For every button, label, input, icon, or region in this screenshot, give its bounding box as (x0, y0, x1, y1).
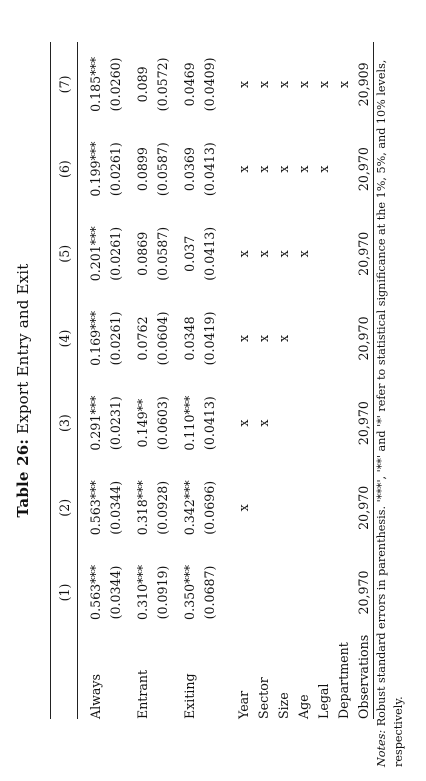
fe-mark (293, 465, 313, 550)
se-cell: (0.0261) (107, 226, 123, 281)
fe-mark: x (235, 504, 251, 512)
obs-cell: 20,970 (355, 231, 371, 276)
fe-mark: x (255, 80, 271, 88)
se-cell: (0.0344) (107, 565, 123, 620)
fe-mark: x (255, 334, 271, 342)
se-row-entrant (152, 42, 172, 719)
col-header: (4) (56, 329, 72, 348)
se-cell: (0.0409) (201, 57, 217, 112)
fe-mark (333, 465, 353, 550)
fe-mark: x (275, 250, 291, 258)
fe-mark (293, 296, 313, 381)
table-caption (14, 0, 32, 781)
fe-mark (333, 550, 353, 635)
coef-cell: 0.318*** (134, 480, 150, 536)
fe-mark: x (335, 80, 351, 88)
coef-cell: 0.291*** (87, 395, 103, 451)
fe-row-size (273, 42, 293, 719)
fe-mark: x (255, 419, 271, 427)
fe-row-department (333, 42, 353, 719)
col-header: (6) (56, 160, 72, 179)
fe-mark: x (295, 165, 311, 173)
coef-cell: 0.563*** (87, 480, 103, 536)
coef-cell: 0.199*** (87, 141, 103, 197)
fe-mark (273, 465, 293, 550)
table-notes (373, 7, 407, 767)
fe-mark: x (235, 165, 251, 173)
fe-mark (333, 127, 353, 212)
se-cell: (0.0603) (154, 396, 170, 451)
col-header: (3) (56, 414, 72, 433)
se-cell: (0.0413) (201, 396, 217, 451)
coef-cell: 0.310*** (134, 564, 150, 620)
se-cell: (0.0419) (201, 311, 217, 366)
coef-cell: 0.0869 (134, 231, 150, 276)
row-label: Sector (255, 677, 271, 719)
caption-label: Table 26: (14, 438, 32, 518)
fe-mark: x (275, 165, 291, 173)
se-cell: (0.0344) (107, 480, 123, 535)
fe-mark (313, 211, 333, 296)
se-cell: (0.0587) (154, 142, 170, 197)
coef-cell: 0.0469 (181, 62, 197, 107)
se-cell: (0.0696) (201, 480, 217, 535)
se-cell: (0.0260) (107, 57, 123, 112)
fe-row-sector (253, 42, 273, 719)
se-cell: (0.0919) (154, 565, 170, 620)
se-row-exiting (199, 42, 219, 719)
fe-mark (253, 550, 273, 635)
coef-cell: 0.0369 (181, 147, 197, 192)
row-label: Observations (355, 634, 371, 719)
notes-text: Robust standard errors in parenthesis. '***', '**' and '*' refer to statistical significance at the 1%, 5%, and 10% levels, respectively. (375, 59, 405, 767)
fe-mark: x (315, 165, 331, 173)
fe-mark: x (275, 80, 291, 88)
obs-cell: 20,970 (355, 570, 371, 615)
fe-mark (313, 381, 333, 466)
coef-cell: 0.563*** (87, 564, 103, 620)
coef-cell: 0.185*** (87, 56, 103, 112)
fe-mark: x (315, 80, 331, 88)
coef-cell: 0.110*** (181, 395, 197, 451)
coef-cell: 0.350*** (181, 564, 197, 620)
fe-mark (293, 381, 313, 466)
fe-mark: x (235, 419, 251, 427)
fe-mark (273, 381, 293, 466)
se-cell: (0.0413) (201, 226, 217, 281)
se-cell: (0.0261) (107, 311, 123, 366)
se-cell: (0.0413) (201, 142, 217, 197)
coef-cell: 0.0899 (134, 147, 150, 192)
obs-cell: 20,970 (355, 485, 371, 530)
col-header: (2) (56, 498, 72, 517)
se-row-always (105, 42, 125, 719)
se-cell: (0.0587) (154, 226, 170, 281)
fe-mark (233, 550, 253, 635)
coef-cell: 0.089 (134, 66, 150, 103)
coef-cell: 0.037 (181, 235, 197, 272)
fe-mark (333, 211, 353, 296)
fe-mark (313, 465, 333, 550)
coef-cell: 0.0762 (134, 316, 150, 361)
fe-mark: x (235, 334, 251, 342)
regression-table (50, 42, 381, 719)
fe-mark: x (295, 250, 311, 258)
coef-cell: 0.342*** (181, 480, 197, 536)
caption-text: Export Entry and Exit (14, 263, 32, 434)
row-label: Size (275, 692, 291, 719)
obs-cell: 20,970 (355, 316, 371, 361)
observations-row (353, 42, 374, 719)
fe-row-age (293, 42, 313, 719)
fe-row-year (233, 42, 253, 719)
fe-mark: x (235, 250, 251, 258)
row-label: Age (295, 694, 311, 719)
obs-cell: 20,970 (355, 401, 371, 446)
fe-mark (253, 465, 273, 550)
row-label: Department (335, 642, 351, 719)
coef-row-exiting (179, 42, 199, 719)
column-header-row (51, 42, 78, 719)
coef-cell: 0.169*** (87, 310, 103, 366)
fe-mark: x (295, 80, 311, 88)
se-cell: (0.0261) (107, 142, 123, 197)
row-label: Exiting (181, 673, 197, 719)
coef-cell: 0.149** (134, 398, 150, 448)
fe-mark (313, 296, 333, 381)
row-label: Entrant (134, 669, 150, 719)
se-cell: (0.0231) (107, 396, 123, 451)
coef-cell: 0.0348 (181, 316, 197, 361)
col-header: (1) (56, 583, 72, 602)
coef-row-always (85, 42, 105, 719)
fe-mark: x (255, 250, 271, 258)
fe-mark (333, 296, 353, 381)
fe-mark: x (235, 80, 251, 88)
fe-mark: x (255, 165, 271, 173)
header-blank (51, 635, 78, 719)
obs-cell: 20,909 (355, 62, 371, 107)
fe-mark (293, 550, 313, 635)
se-cell: (0.0604) (154, 311, 170, 366)
row-label: Always (87, 674, 103, 719)
obs-cell: 20,970 (355, 147, 371, 192)
fe-mark (313, 550, 333, 635)
row-label: Year (235, 690, 251, 719)
se-cell: (0.0928) (154, 480, 170, 535)
col-header: (5) (56, 244, 72, 263)
coef-row-entrant (132, 42, 152, 719)
se-cell: (0.0687) (201, 565, 217, 620)
col-header: (7) (56, 75, 72, 94)
se-cell: (0.0572) (154, 57, 170, 112)
coef-cell: 0.201*** (87, 226, 103, 282)
row-label: Legal (315, 683, 331, 719)
fe-mark (333, 381, 353, 466)
fe-mark: x (275, 334, 291, 342)
fe-mark (273, 550, 293, 635)
fe-row-legal (313, 42, 333, 719)
notes-label: Notes: (375, 729, 388, 767)
